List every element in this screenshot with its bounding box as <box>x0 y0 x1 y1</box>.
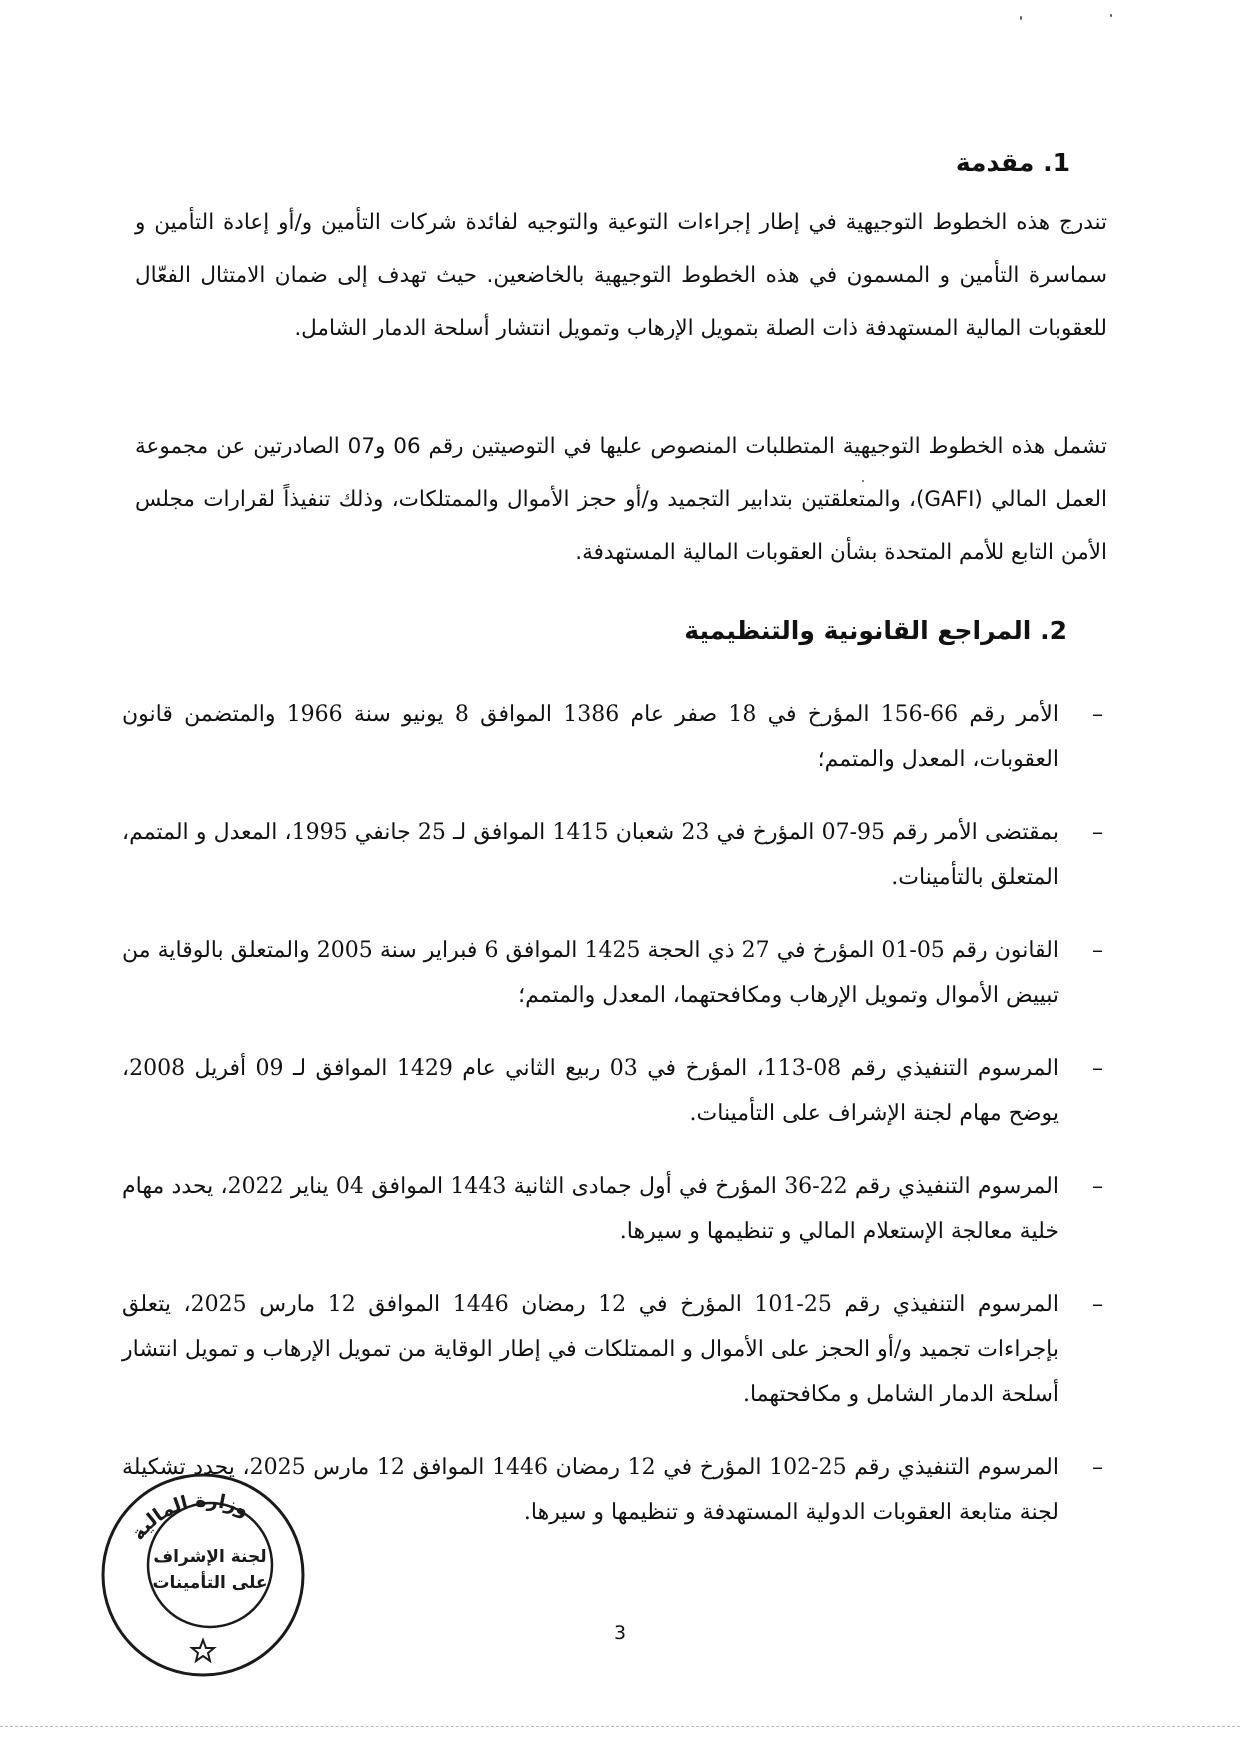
bullet-dash: – <box>1092 1455 1103 1480</box>
reference-item <box>122 928 1107 1018</box>
reference-text: المرسوم التنفيذي رقم 25-102 المؤرخ في 12 رمضان 1446 الموافق 12 مارس 2025، يحدد تشكيلة لجنة متابعة العقوبات الدولية المستهدفة و تنظيمها و سيرها. <box>122 1455 1059 1525</box>
stamp-inner-line-2: على التأمينات <box>152 1573 268 1593</box>
reference-text: المرسوم التنفيذي رقم 08-113، المؤرخ في 03 ربيع الثاني عام 1429 الموافق لـ 09 أفريل 2008، يوضح مهام لجنة الإشراف على التأمينات. <box>122 1056 1059 1126</box>
section-2-heading <box>684 616 1067 645</box>
reference-text: المرسوم التنفيذي رقم 22-36 المؤرخ في أول جمادى الثانية 1443 الموافق 04 يناير 2022، يحدد مهام خلية معالجة الإستعلام المالي و تنظيمها و سيرها. <box>122 1174 1059 1244</box>
bullet-dash: – <box>1092 820 1103 845</box>
scan-speck <box>1110 14 1112 17</box>
stamp-inner-line-1: لجنة الإشراف <box>153 1547 267 1567</box>
bullet-dash: – <box>1092 938 1103 963</box>
section-title: مقدمة <box>955 148 1035 177</box>
reference-item <box>122 1046 1107 1136</box>
introduction-paragraph-2: تشمل هذه الخطوط التوجيهية المتطلبات المنصوص عليها في التوصيتين رقم 06 و07 الصادرتين عن مجموعة العمل المالي (GAFI)، والمتعلقتين بتدابير التجميد و/أو حجز الأموال والممتلكات، وذلك تنفيذاً لقرارات مجلس الأمن التابع للأمم المتحدة بشأن العقوبات المالية المستهدفة. <box>135 434 1108 565</box>
reference-text: الأمر رقم 66-156 المؤرخ في 18 صفر عام 1386 الموافق 8 يونيو سنة 1966 والمتضمن قانون العقوبات، المعدل والمتمم؛ <box>122 702 1059 772</box>
section-number: 2. <box>1040 616 1067 645</box>
introduction-paragraph-1: تندرج هذه الخطوط التوجيهية في إطار إجراءات التوعية والتوجيه لفائدة شركات التأمين و/أو إعادة التأمين و سماسرة التأمين و المسمون في هذه الخطوط التوجيهية بالخاضعين. حيث تهدف إلى ضمان الامتثال الفعّال للعقوبات المالية المستهدفة ذات الصلة بتمويل الإرهاب وتمويل انتشار أسلحة الدمار الشامل. <box>135 210 1107 341</box>
official-stamp <box>98 1470 308 1680</box>
legal-references-list <box>122 692 1107 1563</box>
scan-edge-line <box>0 1726 1240 1727</box>
bullet-dash: – <box>1092 1174 1103 1199</box>
scan-speck <box>1020 16 1022 20</box>
reference-item <box>122 1282 1107 1417</box>
bullet-dash: – <box>1092 1292 1103 1317</box>
section-1-heading <box>956 148 1070 177</box>
page-number: 3 <box>613 1622 627 1644</box>
reference-text: المرسوم التنفيذي رقم 25-101 المؤرخ في 12 رمضان 1446 الموافق 12 مارس 2025، يتعلق بإجراءات تجميد و/أو الحجز على الأموال و الممتلكات في إطار الوقاية من تمويل الإرهاب و تمويل انتشار أسلحة الدمار الشامل و مكافحتهما. <box>122 1292 1059 1407</box>
section-title: المراجع القانونية والتنظيمية <box>684 616 1032 645</box>
bullet-dash: – <box>1092 702 1103 727</box>
reference-item <box>122 692 1107 782</box>
stamp-outer-text: وزارة المالية <box>127 1489 253 1545</box>
reference-item <box>122 810 1107 900</box>
bullet-dash: – <box>1092 1056 1103 1081</box>
reference-item <box>122 1164 1107 1254</box>
section-number: 1. <box>1043 148 1070 177</box>
reference-text: القانون رقم 05-01 المؤرخ في 27 ذي الحجة 1425 الموافق 6 فبراير سنة 2005 والمتعلق بالوقاية من تبييض الأموال وتمويل الإرهاب ومكافحتهما، المعدل والمتمم؛ <box>122 938 1059 1008</box>
reference-text: بمقتضى الأمر رقم 95-07 المؤرخ في 23 شعبان 1415 الموافق لـ 25 جانفي 1995، المعدل و المتمم، المتعلق بالتأمينات. <box>122 820 1059 890</box>
